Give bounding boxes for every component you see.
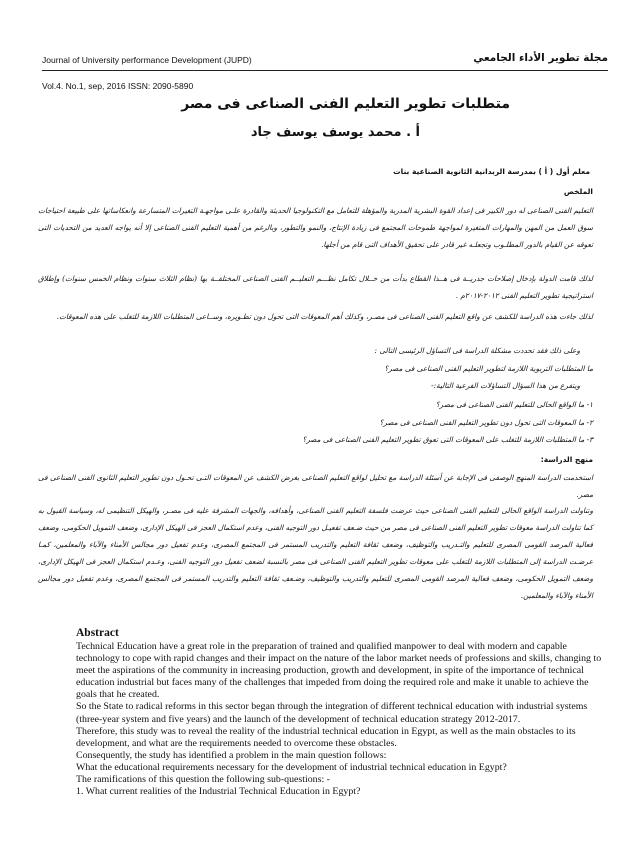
problem-intro: وعلى ذلك فقد تحددت مشكلة الدراسة فى التساؤل الرئيسى التالى : bbox=[374, 346, 580, 355]
sub-questions-intro: ويتفرع من هذا السؤال التساؤلات الفرعية التالية:- bbox=[431, 381, 580, 390]
journal-name-en: Journal of University performance Development (JUPD) bbox=[42, 55, 252, 65]
method-paragraph: استخدمت الدراسة المنهج الوصفى فى الإجابة عن أسئلة الدراسة مع تحليل لواقع التعليم الصناعى بغرض الكشف عن المعوقات التـى تحـول دون تطوير التعليم الثانوى الفنى الصناعى فى مصر. bbox=[38, 473, 593, 499]
summary-paragraph-3: لذلك جاءت هذه الدراسة للكشف عن واقع التعليم الفنى الصناعى فى مصـر، وكذلك أهم المعوقات التى تحول دون تطـويره، وســاعى المتطلبات اللازمة للتغلب على هذه المعوقات. bbox=[56, 312, 593, 321]
abstract-paragraph-2: So the State to radical reforms in this sector began through the integration of different technical education with industrial systems (three-year system and five years) and the launch of the development of technical education strategy 2012-2017. bbox=[76, 701, 588, 725]
header-rule bbox=[42, 70, 608, 71]
results-paragraph: وتناولت الدراسة الواقع الحالى للتعليم الفنى الصناعى حيث عرضت فلسفة التعليم الفنى الصناعى، وأهدافه، والجهات المشرفة عليه فى مصـر، والهيكل التنظيمى له، وسياسة القبول به كما تناولت الدراسة معوقات تطوير التعليم الفنى الصناعى فى مصر من حيث ضـعف تفعيـل دور التوجيه الفنى، وعدم استكمال العجز فى الهيكل الإدارى، وضعف التمويل الحكومى، وضعف فعالية المرصد القومى المصرى للتعليم والتـدريب والتوظيف، وضعف ثقافة التعليم والتدريب المستمر فى المجتمع المصرى، وعدم تفعيل دور مجالس الأمناء والآباء والمعلمين، كمـا عرضـت الدراسة إلى المتطلبات اللازمة للتغلب على معوقات تطوير التعليم الفنى الصناعى فى مصر بالنسبة لضعف تفعيل دور التوجيه الفنى، وعـدم استكمال العجز فى الهيكل الإدارى، وضعف التمويل الحكومى، وضعف فعالية المرصد القومى المصرى للتعليم والتدريب والتوظيف، وضـعف ثقافة التعليم والتدريب المستمر فى المجتمع المصرى، وعدم تفعيل دور مجالس الأمناء والآباء والمعلمين. bbox=[38, 506, 593, 600]
method-heading: منهج الدراسة: bbox=[540, 455, 593, 464]
abstract-body bbox=[76, 641, 608, 798]
abstract-paragraph-5: What the educational requirements necessary for the development of industrial technical education in Egypt? bbox=[76, 761, 507, 773]
author-name: أ . محمد يوسف يوسف جاد bbox=[250, 125, 420, 140]
summary-heading: الملخص bbox=[563, 187, 593, 196]
sub-question-2: ٢- ما المعوقات التى تحول دون تطوير التعليم الفنى الصناعى فى مصر؟ bbox=[379, 418, 593, 427]
paper-title: متطلبات تطوير التعليم الفنى الصناعى فى مصر bbox=[181, 96, 510, 112]
sub-question-3: ٣- ما المتطلبات اللازمة للتغلب على المعوقات التى تعوق تطوير التعليم الفنى الصناعى فى مصر؟ bbox=[302, 435, 593, 444]
abstract-paragraph-7: 1. What current realities of the Industrial Technical Education in Egypt? bbox=[76, 786, 361, 798]
abstract-paragraph-4: Consequently, the study has identified a problem in the main question follows: bbox=[76, 749, 387, 761]
summary-paragraph-1: التعليم الفنى الصناعى له دور الكبير فى إعداد القوة البشرية المدربة والمؤهلة للتعامل مع التكنولوجيا الحديثة والقادرة علـى مواجهـة التغيرات المتسارعة وانعكاساتها على طبيعة احتياجات سوق العمل من المهن والمهارات المتغيرة لمواجهة طموحات المجتمع فى زيادة الإنتاج، والنمو والتطور، وبالرغم من أهمية التعليم الفنى الصناعى إلا أنه يواجه العديد من التحديات التى تعوقه عن القيام بالدور المطلـوب وتجعلـه غير قادر على تحقيق الأهداف التى قام من أجلها. bbox=[38, 206, 593, 249]
main-question: ما المتطلبات التربوية اللازمة لتطوير التعليم الفنى الصناعى فى مصر؟ bbox=[384, 364, 593, 373]
sub-question-1: ١- ما الواقع الحالى للتعليم الفنى الصناعى فى مصر؟ bbox=[435, 400, 593, 409]
author-affiliation: معلم أول ( أ ) بمدرسة الربدانية الثانوية الصناعية بنات bbox=[393, 167, 590, 176]
summary-paragraph-2: لذلك قامت الدولة بإدخال إصلاحات جذريــة فى هــذا القطاع بدأت من خــلال تكامل نظـــم التعليــم الفنى الصناعى المختلفــة بها (نظام الثلاث سنوات ونظام الخمس سنوات) وإطلاق استراتيجية تطوير التعليم الفنى ٢٠١٢-٢٠١٧م . bbox=[38, 274, 593, 300]
journal-name-ar: مجلة تطوير الأداء الجامعي bbox=[473, 52, 608, 64]
volume-info: Vol.4. No.1, sep, 2016 ISSN: 2090-5890 bbox=[42, 81, 194, 91]
abstract-heading: Abstract bbox=[76, 627, 119, 639]
abstract-paragraph-1: Technical Education have a great role in the preparation of trained and qualified manpower to deal with modern and capable technology to cope with rapid changes and their impact on the nature of the labor market needs of professions and skills, changing to meet the aspirations of the community in increasing production, growth and development, in spite of the importance of technical education industrial but faces many of the challenges that impeded from doing the required role and make it unable to achieve the goals that he created. bbox=[76, 641, 602, 701]
abstract-paragraph-3: Therefore, this study was to reveal the reality of the industrial technical education in Egypt, as well as the main obstacles to its development, and what are the requirements needed to overcome these obstacles. bbox=[76, 725, 576, 749]
abstract-paragraph-6: The ramifications of this question the following sub-questions: - bbox=[76, 774, 330, 786]
journal-header bbox=[42, 40, 608, 80]
